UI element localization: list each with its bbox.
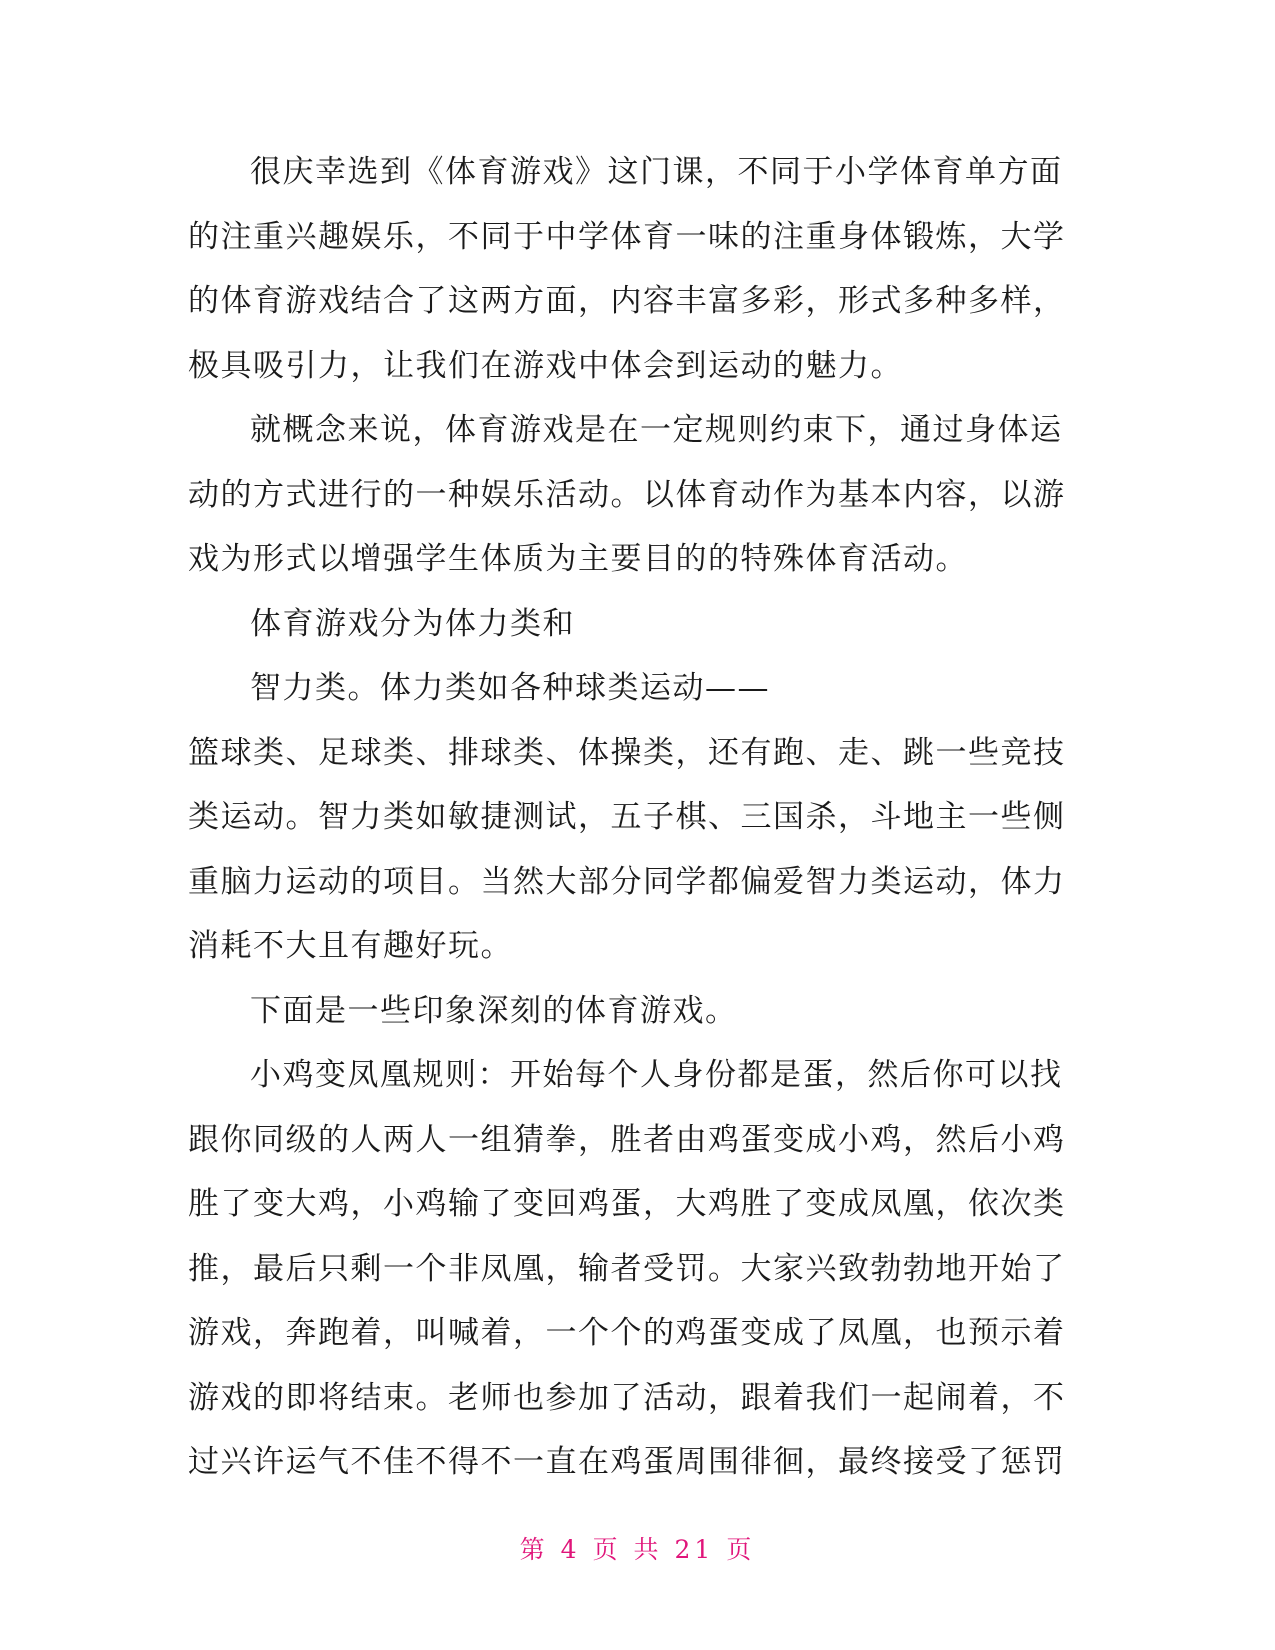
footer-current-page: 4 <box>560 1535 581 1564</box>
footer-middle: 页 共 <box>592 1535 663 1564</box>
text-line: 消耗不大且有趣好玩。 <box>188 928 513 964</box>
page-footer <box>0 1530 1275 1566</box>
text-line: 动的方式进行的一种娱乐活动。以体育动作为基本内容，以游 <box>188 476 1066 513</box>
text-line: 戏为形式以增强学生体质为主要目的的特殊体育活动。 <box>188 541 968 577</box>
text-line: 篮球类、足球类、排球类、体操类，还有跑、走、跳一些竞技 <box>188 734 1066 771</box>
text-line: 类运动。智力类如敏捷测试，五子棋、三国杀，斗地主一些侧 <box>188 799 1066 835</box>
text-line: 胜了变大鸡，小鸡输了变回鸡蛋，大鸡胜了变成凤凰，依次类 <box>188 1186 1066 1222</box>
text-line: 重脑力运动的项目。当然大部分同学都偏爱智力类运动，体力 <box>188 863 1066 900</box>
text-line: 游戏的即将结束。老师也参加了活动，跟着我们一起闹着，不 <box>188 1379 1066 1416</box>
footer-suffix: 页 <box>726 1535 756 1564</box>
footer-total-pages: 21 <box>674 1535 715 1564</box>
text-line: 游戏，奔跑着，叫喊着，一个个的鸡蛋变成了凤凰，也预示着 <box>188 1315 1066 1351</box>
text-line: 体育游戏分为体力类和 <box>250 605 575 642</box>
document-body <box>188 140 1088 1495</box>
text-line: 就概念来说，体育游戏是在一定规则约束下，通过身体运 <box>250 412 1063 448</box>
text-line: 下面是一些印象深刻的体育游戏。 <box>250 992 738 1029</box>
text-line: 很庆幸选到《体育游戏》这门课，不同于小学体育单方面 <box>250 154 1063 190</box>
text-line: 跟你同级的人两人一组猜拳，胜者由鸡蛋变成小鸡，然后小鸡 <box>188 1121 1066 1158</box>
text-line: 小鸡变凤凰规则：开始每个人身份都是蛋，然后你可以找 <box>250 1057 1063 1093</box>
text-line: 过兴许运气不佳不得不一直在鸡蛋周围徘徊，最终接受了惩罚 <box>188 1444 1066 1480</box>
text-line: 的注重兴趣娱乐，不同于中学体育一味的注重身体锻炼，大学 <box>188 218 1066 255</box>
text-line: 极具吸引力，让我们在游戏中体会到运动的魅力。 <box>188 347 903 384</box>
text-line: 推，最后只剩一个非凤凰，输者受罚。大家兴致勃勃地开始了 <box>188 1250 1066 1287</box>
text-line: 的体育游戏结合了这两方面，内容丰富多彩，形式多种多样， <box>188 283 1066 319</box>
footer-prefix: 第 <box>519 1535 549 1564</box>
text-line: 智力类。体力类如各种球类运动—— <box>250 670 770 706</box>
